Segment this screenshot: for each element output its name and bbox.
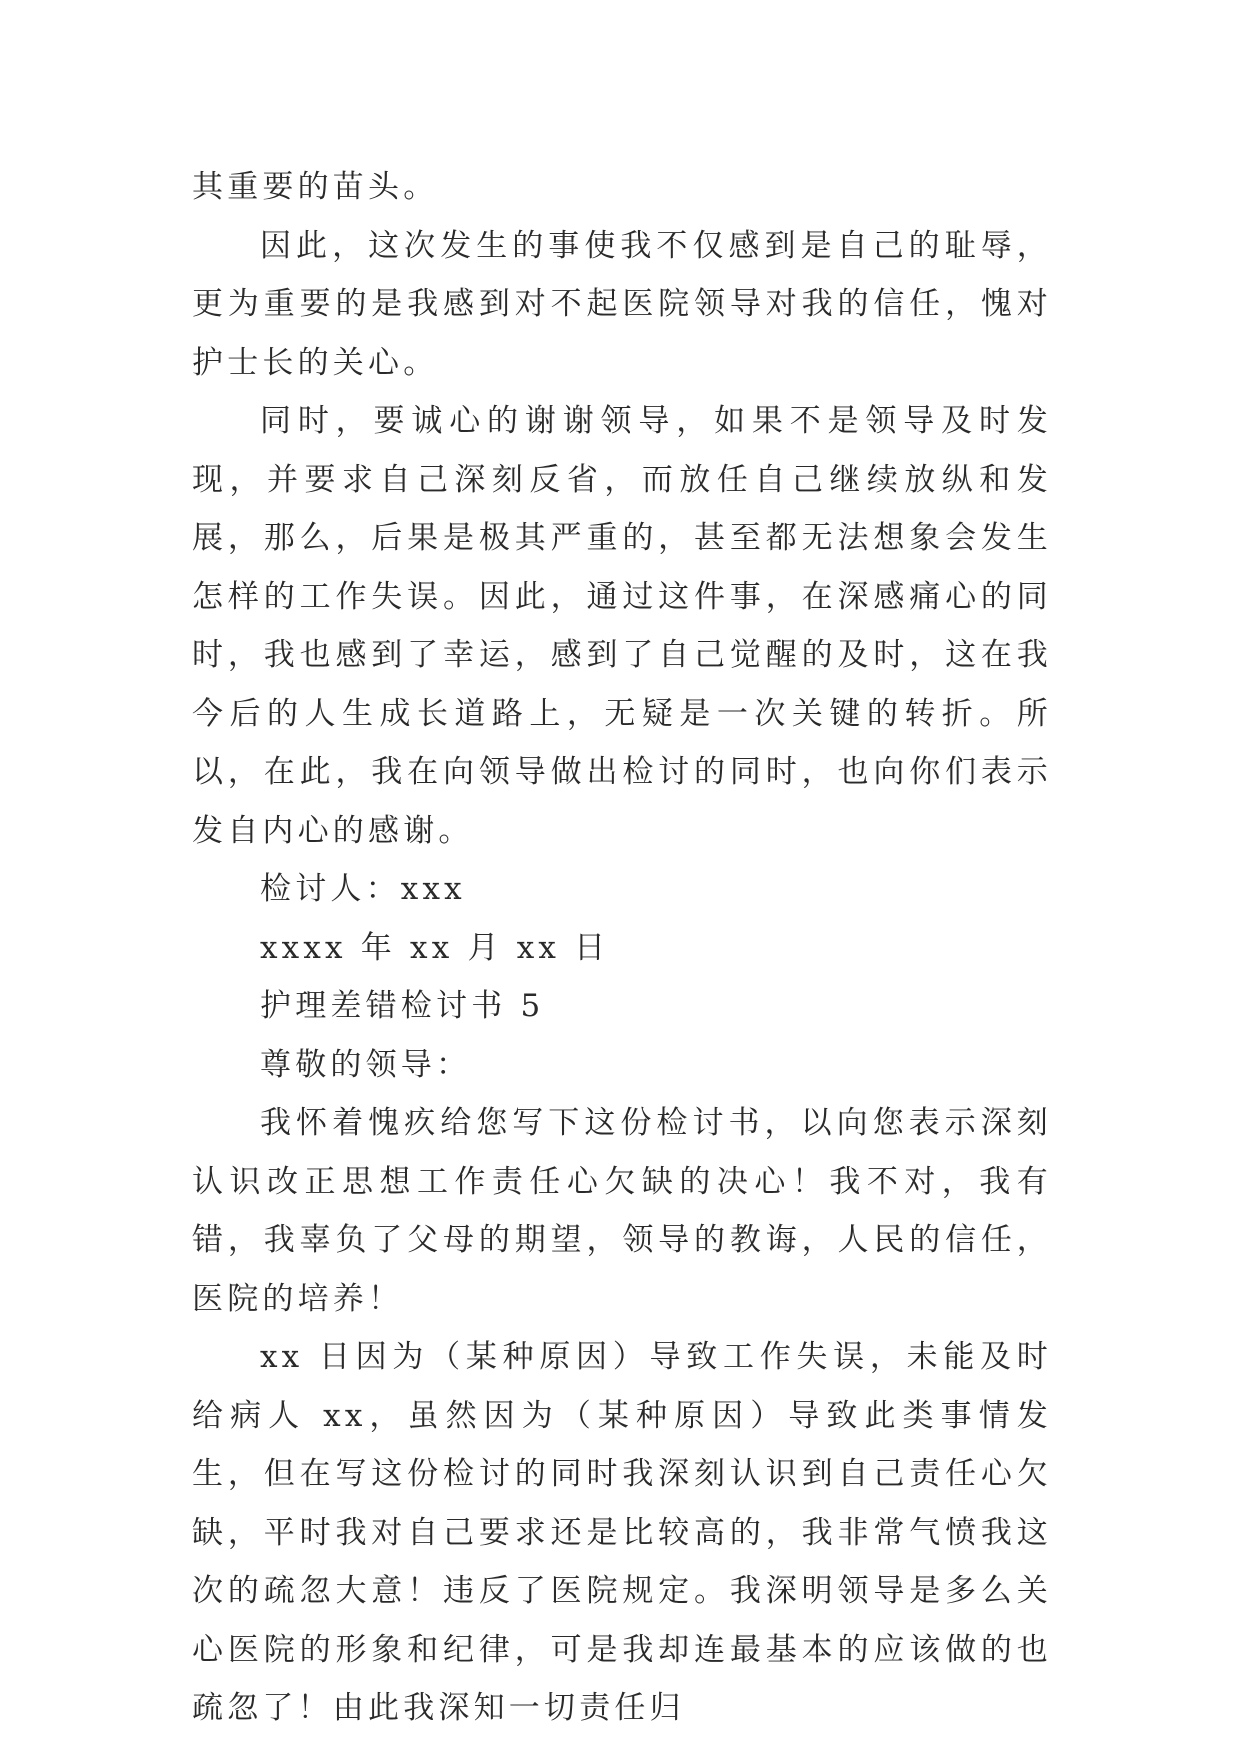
date-line: xxxx 年 xx 月 xx 日 — [260, 929, 610, 966]
paragraph-3: 同时，要诚心的谢谢领导，如果不是领导及时发现，并要求自己深刻反省，而放任自己继续放纵和发展，那么，后果是极其严重的，甚至都无法想象会发生怎样的工作失误。因此，通过这件事，在深感痛心的同时，我也感到了幸运，感到了自己觉醒的及时，这在我今后的人生成长道路上，无疑是一次关键的转折。所以，在此，我在向领导做出检讨的同时，也向你们表示发自内心的感谢。 — [192, 403, 1052, 849]
signature-line: 检讨人：xxx — [260, 871, 466, 907]
paragraph-4: 我怀着愧疚给您写下这份检讨书，以向您表示深刻认识改正思想工作责任心欠缺的决心！我不对，我有错，我辜负了父母的期望，领导的教诲，人民的信任，医院的培养！ — [192, 1105, 1052, 1317]
document-page — [192, 158, 1052, 1738]
paragraph-1: 其重要的苗头。 — [192, 169, 439, 205]
paragraph-5: xx 日因为（某种原因）导致工作失误，未能及时给病人 xx，虽然因为（某种原因）导致此类事情发生，但在写这份检讨的同时我深刻认识到自己责任心欠缺，平时我对自己要求还是比较高的，我非常气愤我这次的疏忽大意！违反了医院规定。我深明领导是多么关心医院的形象和纪律，可是我却连最基本的应该做的也疏忽了！由此我深知一切责任归 — [192, 1339, 1052, 1726]
salutation: 尊敬的领导： — [260, 1046, 472, 1083]
section-title: 护理差错检讨书 5 — [260, 988, 545, 1024]
paragraph-2: 因此，这次发生的事使我不仅感到是自己的耻辱，更为重要的是我感到对不起医院领导对我的信任，愧对护士长的关心。 — [192, 227, 1052, 381]
